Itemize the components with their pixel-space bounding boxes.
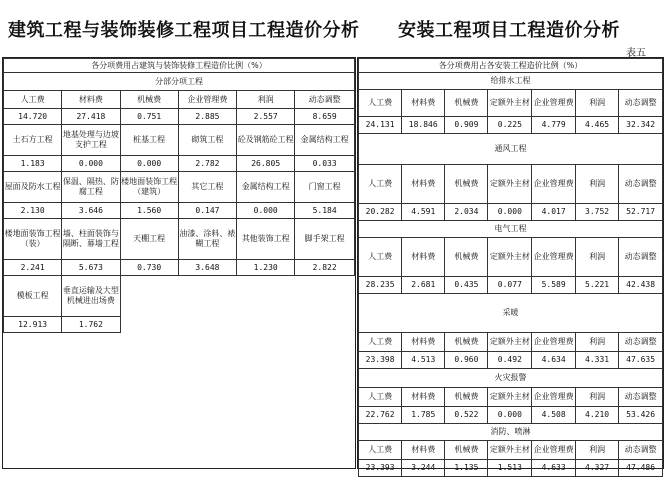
header-cell: 人工费	[359, 333, 402, 352]
value-cell: 0.522	[445, 407, 488, 424]
section-title: 通风工程	[359, 134, 663, 165]
header-cell: 机械费	[445, 441, 488, 460]
section-title: 消防、喷淋	[359, 424, 663, 441]
header-cell: 利润	[237, 91, 295, 109]
value-cell: 20.282	[359, 204, 402, 221]
header-cell: 机械费	[445, 388, 488, 407]
header-cell: 利润	[576, 333, 619, 352]
value-cell: 4.210	[576, 407, 619, 424]
header-cell: 材料费	[402, 90, 445, 117]
value-cell: 8.659	[295, 109, 355, 125]
header-cell: 楼地面装饰工程（装）	[4, 219, 62, 260]
value-cell: 2.130	[4, 203, 62, 219]
left-top-title: 各分项费用占建筑与装饰装修工程造价比例（%）	[4, 59, 355, 73]
value-cell: 4.017	[532, 204, 576, 221]
header-cell: 企业管理费	[532, 238, 576, 277]
header-cell: 桩基工程	[120, 125, 178, 156]
header-cell: 动态调整	[619, 238, 663, 277]
header-cell: 利润	[576, 441, 619, 460]
value-cell: 4.331	[576, 352, 619, 369]
header-cell: 机械费	[445, 165, 488, 204]
value-cell: 12.913	[4, 317, 62, 333]
value-cell: 52.717	[619, 204, 663, 221]
value-cell: 0.909	[445, 117, 488, 134]
header-cell: 动态调整	[619, 333, 663, 352]
value-cell: 1.183	[4, 156, 62, 172]
value-cell: 0.435	[445, 277, 488, 294]
header-cell: 定额外主材	[488, 238, 532, 277]
value-cell: 5.673	[62, 260, 120, 276]
value-cell: 26.805	[237, 156, 295, 172]
value-cell: 24.131	[359, 117, 402, 134]
value-cell: 28.235	[359, 277, 402, 294]
header-cell: 门窗工程	[295, 172, 355, 203]
header-cell: 人工费	[359, 165, 402, 204]
value-cell: 0.000	[237, 203, 295, 219]
value-cell: 4.327	[576, 460, 619, 477]
value-cell: 5.589	[532, 277, 576, 294]
header-cell: 楼地面装饰工程（建筑）	[120, 172, 178, 203]
value-cell: 0.033	[295, 156, 355, 172]
header-cell: 油漆、涂料、裱糊工程	[178, 219, 236, 260]
header-cell: 屋面及防水工程	[4, 172, 62, 203]
header-cell: 材料费	[402, 238, 445, 277]
header-cell: 人工费	[359, 90, 402, 117]
header-cell: 利润	[576, 238, 619, 277]
header-cell: 人工费	[359, 238, 402, 277]
empty-area	[120, 276, 354, 464]
header-cell: 定额外主材	[488, 90, 532, 117]
installation-cost-table	[357, 57, 664, 472]
value-cell: 2.885	[178, 109, 236, 125]
header-cell: 材料费	[402, 441, 445, 460]
header-cell: 动态调整	[619, 441, 663, 460]
value-cell: 4.513	[402, 352, 445, 369]
header-cell: 材料费	[402, 333, 445, 352]
header-cell: 金属结构工程	[295, 125, 355, 156]
value-cell: 2.557	[237, 109, 295, 125]
value-cell: 3.648	[178, 260, 236, 276]
header-cell: 动态调整	[619, 165, 663, 204]
header-cell: 利润	[576, 90, 619, 117]
header-cell: 天棚工程	[120, 219, 178, 260]
value-cell: 2.241	[4, 260, 62, 276]
value-cell: 0.492	[488, 352, 532, 369]
header-cell: 利润	[576, 165, 619, 204]
header-cell: 人工费	[4, 91, 62, 109]
value-cell: 42.438	[619, 277, 663, 294]
value-cell: 3.752	[576, 204, 619, 221]
header-cell: 其它工程	[178, 172, 236, 203]
header-cell: 企业管理费	[532, 388, 576, 407]
header-cell: 企业管理费	[532, 333, 576, 352]
building-cost-table	[2, 57, 356, 469]
header-cell: 定额外主材	[488, 388, 532, 407]
value-cell: 0.077	[488, 277, 532, 294]
value-cell: 0.751	[120, 109, 178, 125]
value-cell: 1.230	[237, 260, 295, 276]
empty-area	[4, 333, 121, 464]
value-cell: 1.762	[62, 317, 120, 333]
header-cell: 动态调整	[295, 91, 355, 109]
value-cell: 1.135	[445, 460, 488, 477]
value-cell: 27.418	[62, 109, 120, 125]
header-cell: 保温、隔热、防腐工程	[62, 172, 120, 203]
header-cell: 模板工程	[4, 276, 62, 317]
header-cell: 定额外主材	[488, 441, 532, 460]
value-cell: 2.782	[178, 156, 236, 172]
value-cell: 0.960	[445, 352, 488, 369]
section-title: 采暖	[359, 294, 663, 333]
header-cell: 机械费	[445, 90, 488, 117]
value-cell: 2.822	[295, 260, 355, 276]
value-cell: 0.147	[178, 203, 236, 219]
value-cell: 0.000	[488, 407, 532, 424]
right-title: 安装工程项目工程造价分析	[398, 20, 620, 41]
value-cell: 14.720	[4, 109, 62, 125]
value-cell: 1.785	[402, 407, 445, 424]
right-top-title: 各分项费用占各安装工程造价比例（%）	[359, 59, 663, 73]
value-cell: 22.762	[359, 407, 402, 424]
value-cell: 0.225	[488, 117, 532, 134]
value-cell: 47.486	[619, 460, 663, 477]
header-cell: 动态调整	[619, 388, 663, 407]
header-cell: 企业管理费	[532, 90, 576, 117]
header-cell: 脚手架工程	[295, 219, 355, 260]
header-cell: 金属结构工程	[237, 172, 295, 203]
value-cell: 0.000	[488, 204, 532, 221]
value-cell: 4.633	[532, 460, 576, 477]
header-cell: 动态调整	[619, 90, 663, 117]
value-cell: 0.000	[62, 156, 120, 172]
table-number: 表五	[626, 48, 646, 59]
header-cell: 材料费	[402, 388, 445, 407]
section-title: 火灾报警	[359, 369, 663, 388]
value-cell: 4.779	[532, 117, 576, 134]
header-cell: 企业管理费	[532, 441, 576, 460]
section-title: 电气工程	[359, 221, 663, 238]
value-cell: 4.634	[532, 352, 576, 369]
value-cell: 1.513	[488, 460, 532, 477]
header-cell: 机械费	[445, 333, 488, 352]
value-cell: 2.034	[445, 204, 488, 221]
header-cell: 机械费	[120, 91, 178, 109]
value-cell: 1.560	[120, 203, 178, 219]
left-sub-title: 分部分项工程	[4, 73, 355, 91]
header-cell: 垂直运输及大型机械进出场费	[62, 276, 120, 317]
header-cell: 土石方工程	[4, 125, 62, 156]
value-cell: 23.398	[359, 352, 402, 369]
header-cell: 其他装饰工程	[237, 219, 295, 260]
header-cell: 定额外主材	[488, 165, 532, 204]
header-cell: 墙、柱面装饰与隔断、幕墙工程	[62, 219, 120, 260]
value-cell: 23.393	[359, 460, 402, 477]
value-cell: 47.635	[619, 352, 663, 369]
value-cell: 18.846	[402, 117, 445, 134]
value-cell: 53.426	[619, 407, 663, 424]
left-title: 建筑工程与装饰装修工程项目工程造价分析	[8, 20, 360, 41]
value-cell: 4.591	[402, 204, 445, 221]
value-cell: 5.184	[295, 203, 355, 219]
value-cell: 2.681	[402, 277, 445, 294]
header-cell: 地基处理与边坡支护工程	[62, 125, 120, 156]
header-cell: 定额外主材	[488, 333, 532, 352]
header-cell: 材料费	[402, 165, 445, 204]
header-cell: 人工费	[359, 441, 402, 460]
header-cell: 材料费	[62, 91, 120, 109]
value-cell: 32.342	[619, 117, 663, 134]
value-cell: 3.244	[402, 460, 445, 477]
section-title: 给排水工程	[359, 73, 663, 90]
value-cell: 4.465	[576, 117, 619, 134]
header-cell: 砌筑工程	[178, 125, 236, 156]
header-cell: 砼及钢筋砼工程	[237, 125, 295, 156]
value-cell: 4.508	[532, 407, 576, 424]
header-cell: 机械费	[445, 238, 488, 277]
value-cell: 0.730	[120, 260, 178, 276]
value-cell: 0.000	[120, 156, 178, 172]
header-cell: 人工费	[359, 388, 402, 407]
header-cell: 利润	[576, 388, 619, 407]
value-cell: 3.646	[62, 203, 120, 219]
value-cell: 5.221	[576, 277, 619, 294]
header-cell: 企业管理费	[532, 165, 576, 204]
header-cell: 企业管理费	[178, 91, 236, 109]
